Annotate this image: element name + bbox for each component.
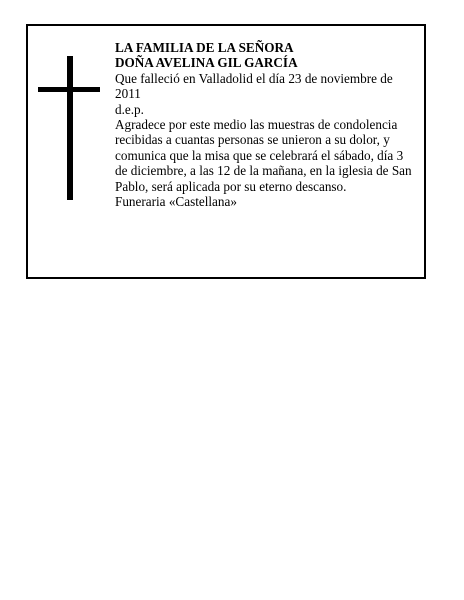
notice-title-line-1: LA FAMILIA DE LA SEÑORA bbox=[115, 40, 294, 55]
notice-title-line-2: DOÑA AVELINA GIL GARCÍA bbox=[115, 55, 298, 71]
cross-icon-bar bbox=[38, 87, 100, 92]
funeral-home: Funeraria «Castellana» bbox=[115, 194, 237, 210]
cross-icon bbox=[67, 56, 73, 200]
rip-abbreviation: d.e.p. bbox=[115, 101, 144, 117]
obituary-notice bbox=[26, 24, 426, 279]
notice-body: Agradece por este medio las muestras de condolencia recibidas a cuantas personas se unieron a su dolor, y comunica que la misa que se celebrará el sábado, día 3 de diciembre, a las 12 de la mañana, en la iglesia de San Pablo, será aplicada por su eterno descanso. bbox=[115, 117, 412, 194]
notice-text bbox=[115, 40, 415, 209]
death-statement: Que falleció en Valladolid el día 23 de noviembre de 2011 bbox=[115, 70, 393, 102]
